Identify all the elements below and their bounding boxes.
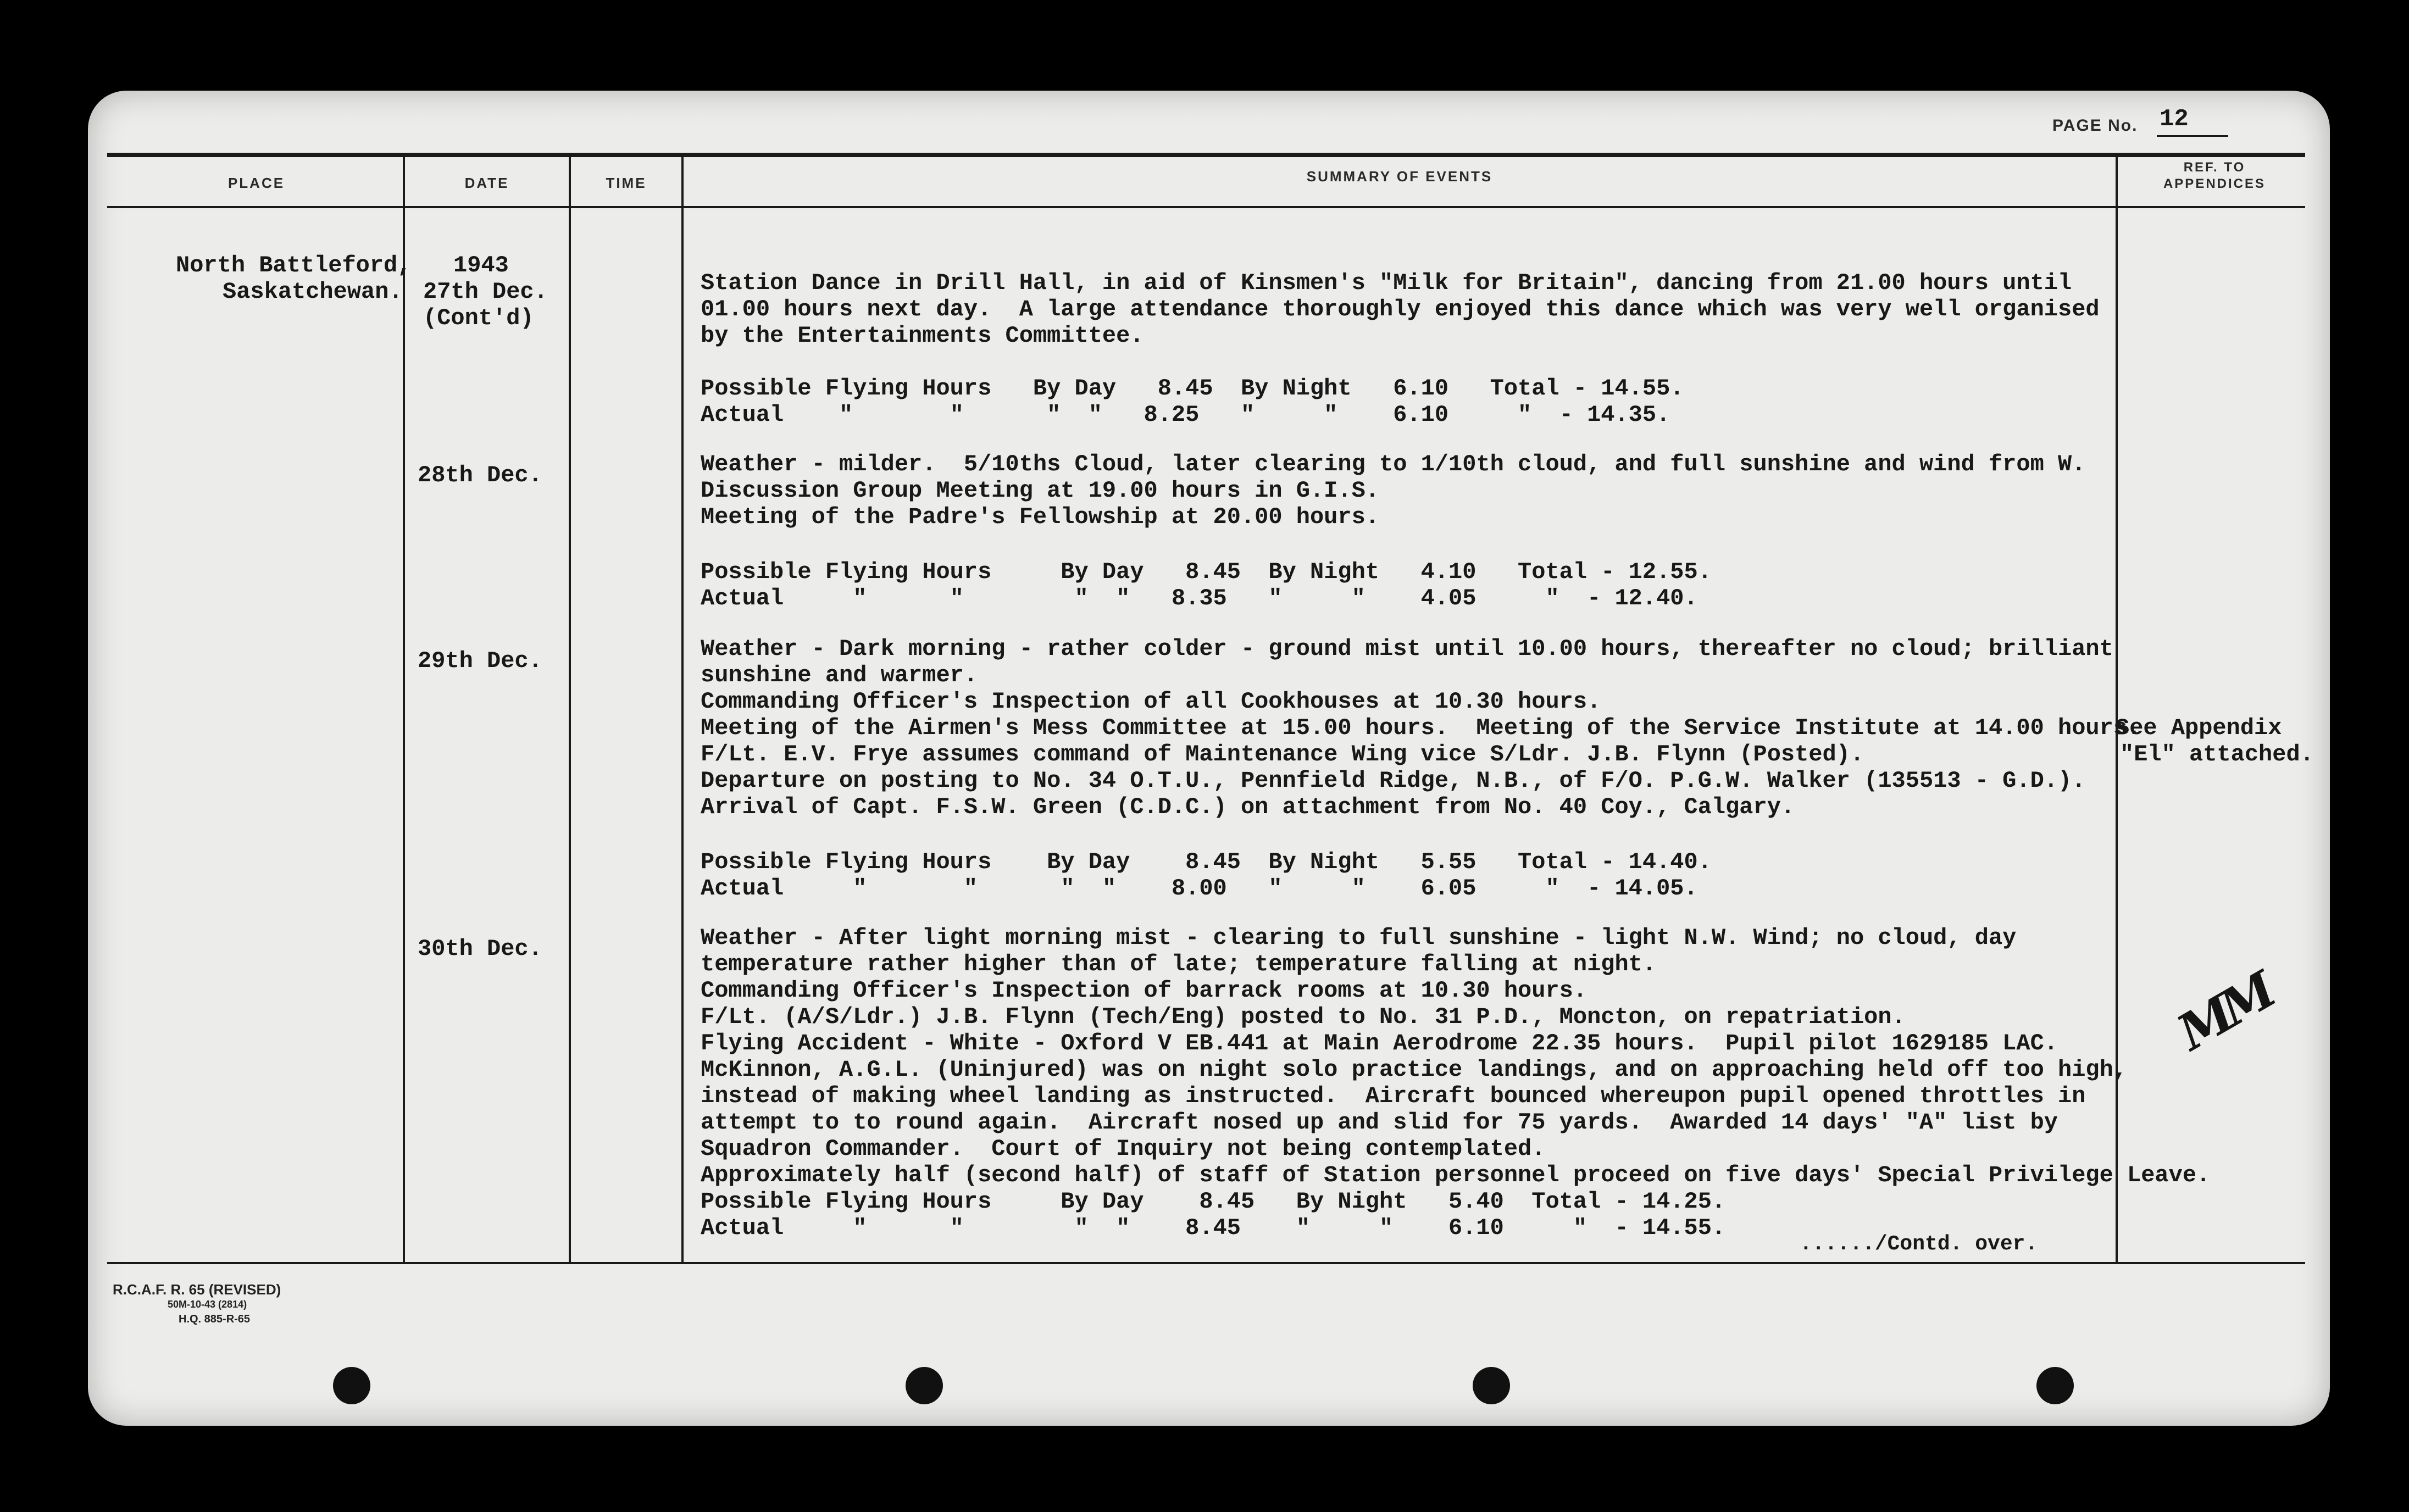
flying-hours-30-line: Possible Flying Hours By Day 8.45 By Night 5.40 Total - 14.25. — [701, 1188, 1726, 1215]
binder-hole — [1473, 1367, 1510, 1404]
entry-27-line: 01.00 hours next day. A large attendance thoroughly enjoyed this dance which was very well organised — [701, 296, 2100, 323]
entry-29-line: Weather - Dark morning - rather colder - ground mist until 10.00 hours, thereafter no cloud; brilliant — [701, 636, 2113, 662]
entry-30-line: temperature rather higher than of late; temperature falling at night. — [701, 951, 1657, 977]
page-number-underline — [2157, 135, 2228, 137]
entry-29-line: sunshine and warmer. — [701, 662, 978, 688]
flying-hours-29-line: Possible Flying Hours By Day 8.45 By Night 5.55 Total - 14.40. — [701, 849, 1712, 875]
appendix-reference: See Appendix — [2116, 715, 2282, 741]
entry-29-line: Departure on posting to No. 34 O.T.U., Pennfield Ridge, N.B., of F/O. P.G.W. Walker (135513 - G.D.). — [701, 768, 2086, 794]
entry-30-line: McKinnon, A.G.L. (Uninjured) was on night solo practice landings, and on approaching held off too high, — [701, 1057, 2128, 1083]
header-summary: SUMMARY OF EVENTS — [1306, 168, 1493, 185]
flying-hours-30-line: Actual " " " " 8.45 " " 6.10 " - 14.55. — [701, 1215, 1726, 1241]
entry-29-line: Meeting of the Airmen's Mess Committee at 15.00 hours. Meeting of the Service Institute at 14.00 hours. — [701, 715, 2141, 741]
form-id-line: R.C.A.F. R. 65 (REVISED) — [113, 1281, 281, 1298]
entry-30-line: Squadron Commander. Court of Inquiry not being contemplated. — [701, 1136, 1546, 1162]
date-year: 1943 — [453, 252, 509, 279]
entry-30-line: Commanding Officer's Inspection of barrack rooms at 10.30 hours. — [701, 977, 1588, 1004]
form-id-line: 50M-10-43 (2814) — [168, 1299, 247, 1310]
entry-30-line: Flying Accident - White - Oxford V EB.441 at Main Aerodrome 22.35 hours. Pupil pilot 1629185 LAC. — [701, 1030, 2058, 1057]
entry-30-line: F/Lt. (A/S/Ldr.) J.B. Flynn (Tech/Eng) posted to No. 31 P.D., Moncton, on repatriation. — [701, 1004, 1906, 1030]
header-bottom-rule — [107, 206, 2305, 208]
column-divider-summary — [2116, 157, 2118, 1263]
flying-hours-28-line: Actual " " " " 8.35 " " 4.05 " - 12.40. — [701, 585, 1698, 612]
page-number-label: PAGE No. — [2052, 116, 2138, 135]
header-place: PLACE — [227, 175, 285, 191]
entry-27-line: by the Entertainments Committee. — [701, 323, 1144, 349]
date-30-dec: 30th Dec. — [418, 936, 542, 962]
header-date: DATE — [464, 175, 509, 191]
header-ref-appendices: REF. TO APPENDICES — [2163, 160, 2266, 191]
date-28-dec: 28th Dec. — [418, 462, 542, 488]
entry-28-line: Discussion Group Meeting at 19.00 hours in G.I.S. — [701, 477, 1380, 504]
entry-30-line: Approximately half (second half) of staff of Station personnel proceed on five days' Special Privilege Leave. — [701, 1162, 2211, 1188]
entry-29-line: Commanding Officer's Inspection of all Cookhouses at 10.30 hours. — [701, 688, 1601, 715]
flying-hours-27-line: Possible Flying Hours By Day 8.45 By Night 6.10 Total - 14.55. — [701, 375, 1684, 402]
entry-30-line: Weather - After light morning mist - clearing to full sunshine - light N.W. Wind; no cloud, day — [701, 925, 2017, 951]
entry-29-line: Arrival of Capt. F.S.W. Green (C.D.C.) on attachment from No. 40 Coy., Calgary. — [701, 794, 1795, 820]
page-number-value: 12 — [2160, 105, 2189, 133]
flying-hours-28-line: Possible Flying Hours By Day 8.45 By Night 4.10 Total - 12.55. — [701, 559, 1712, 585]
flying-hours-27-line: Actual " " " " 8.25 " " 6.10 " - 14.35. — [701, 402, 1670, 428]
header-top-rule — [107, 153, 2305, 157]
flying-hours-29-line: Actual " " " " 8.00 " " 6.05 " - 14.05. — [701, 875, 1698, 902]
footer-rule — [107, 1262, 2305, 1264]
continued-over: ....../Contd. over. — [1800, 1232, 2038, 1256]
place-line: North Battleford, — [176, 252, 412, 279]
column-divider-time — [681, 157, 684, 1263]
header-time: TIME — [606, 175, 647, 191]
date-29-dec: 29th Dec. — [418, 648, 542, 674]
binder-hole — [906, 1367, 943, 1404]
column-divider-date — [569, 157, 571, 1263]
form-id-line: H.Q. 885-R-65 — [179, 1313, 251, 1325]
entry-30-line: instead of making wheel landing as instructed. Aircraft bounced whereupon pupil opened throttles in — [701, 1083, 2086, 1109]
place-line: Saskatchewan. — [223, 279, 403, 305]
column-divider-place — [403, 157, 405, 1263]
entry-28-line: Weather - milder. 5/10ths Cloud, later clearing to 1/10th cloud, and full sunshine and wind from W. — [701, 451, 2086, 477]
binder-hole — [333, 1367, 370, 1404]
entry-27-line: Station Dance in Drill Hall, in aid of Kinsmen's "Milk for Britain", dancing from 21.00 hours until — [701, 270, 2072, 296]
date-continued: (Cont'd) — [423, 305, 534, 331]
handwritten-initials: MM — [2168, 963, 2281, 1062]
entry-28-line: Meeting of the Padre's Fellowship at 20.00 hours. — [701, 504, 1380, 530]
entry-30-line: attempt to to round again. Aircraft nosed up and slid for 75 yards. Awarded 14 days' "A" list by — [701, 1109, 2058, 1136]
binder-hole — [2036, 1367, 2074, 1404]
entry-29-line: F/Lt. E.V. Frye assumes command of Maintenance Wing vice S/Ldr. J.B. Flynn (Posted). — [701, 741, 1864, 768]
date-27-dec: 27th Dec. — [423, 279, 548, 305]
appendix-reference: "El" attached. — [2120, 741, 2314, 768]
